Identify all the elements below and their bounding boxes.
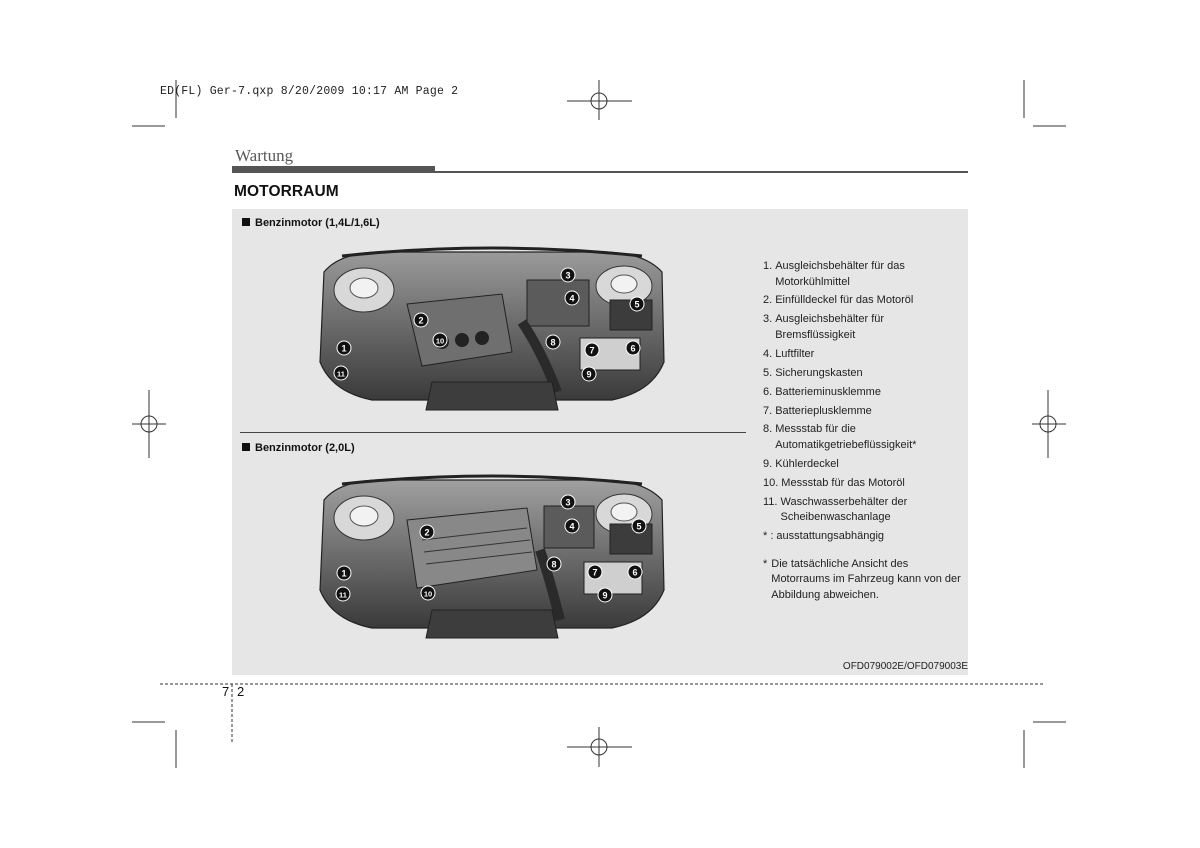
callout-1 (337, 566, 351, 580)
callout-8 (547, 557, 561, 571)
svg-text:6: 6 (632, 567, 638, 578)
svg-text:11: 11 (337, 369, 345, 379)
svg-text:3: 3 (565, 270, 571, 281)
figure-caption-1: Benzinmotor (1,4L/1,6L) (242, 217, 380, 229)
svg-text:3: 3 (565, 497, 571, 508)
svg-text:4: 4 (569, 293, 575, 304)
callout-4 (565, 291, 579, 305)
legend-item: 5. Sicherungskasten (763, 366, 863, 379)
callout-1 (337, 341, 351, 355)
illustration-note: * Die tatsächliche Ansicht des Motorraums im Fahrzeug kann von der Abbildung abweichen. (763, 557, 961, 601)
callout-5 (632, 519, 646, 533)
page-heading: MOTORRAUM (234, 183, 339, 200)
callout-11 (334, 366, 348, 380)
svg-text:1: 1 (341, 568, 347, 579)
svg-text:9: 9 (602, 590, 608, 601)
legend-item: 1. Ausgleichsbehälter für das Motorkühlmittel (763, 260, 905, 288)
svg-text:11: 11 (339, 590, 347, 600)
callout-8 (546, 335, 560, 349)
svg-text:2: 2 (418, 315, 424, 326)
callout-10 (433, 333, 447, 347)
callout-7 (588, 565, 602, 579)
caption-square-icon (242, 443, 250, 451)
callout-6 (626, 341, 640, 355)
caption-square-icon (242, 218, 250, 226)
image-reference-code: OFD079002E/OFD079003E (842, 661, 968, 672)
callout-9 (598, 588, 612, 602)
component-legend (763, 259, 963, 604)
svg-text:7: 7 (592, 567, 598, 578)
svg-text:1: 1 (341, 343, 347, 354)
engine-bay-illustration-1 (312, 242, 672, 414)
callout-2 (414, 313, 428, 327)
svg-text:10: 10 (435, 336, 445, 346)
callout-3 (561, 495, 575, 509)
legend-item: 10. Messstab für das Motoröl (763, 476, 905, 489)
svg-text:8: 8 (551, 559, 557, 570)
print-slug-line: ED(FL) Ger-7.qxp 8/20/2009 10:17 AM Page 2 (160, 85, 459, 98)
section-title: Wartung (235, 146, 294, 165)
svg-text:4: 4 (569, 521, 575, 532)
callout-9 (582, 367, 596, 381)
legend-item: 11. Waschwasserbehälter der Scheibenwaschanlage (763, 495, 908, 524)
svg-text:8: 8 (550, 337, 556, 348)
figure-caption-2: Benzinmotor (2,0L) (242, 442, 355, 454)
engine-bay-illustration-2 (312, 470, 672, 642)
svg-text:9: 9 (586, 369, 592, 380)
callout-6 (628, 565, 642, 579)
callout-4 (565, 519, 579, 533)
header-rule-thin (232, 171, 968, 173)
svg-text:5: 5 (636, 521, 642, 532)
callout-5 (630, 297, 644, 311)
legend-item: 7. Batterieplusklemme (763, 404, 872, 417)
svg-text:7: 7 (589, 345, 595, 356)
legend-item: 8. Messstab für die Automatikgetriebeflüssigkeit* (763, 423, 917, 452)
svg-text:2: 2 (424, 527, 430, 538)
callout-2 (420, 525, 434, 539)
svg-text:6: 6 (630, 343, 636, 354)
figure-divider (240, 432, 746, 433)
callout-7 (585, 343, 599, 357)
legend-item: 9. Kühlerdeckel (763, 457, 839, 470)
callout-11 (336, 587, 350, 601)
callout-10 (421, 586, 435, 600)
page-number: 2 (237, 684, 245, 699)
svg-text:10: 10 (423, 589, 433, 599)
legend-item: 3. Ausgleichsbehälter für Bremsflüssigkeit (763, 313, 885, 341)
legend-footnote-key: * : ausstattungsabhängig (763, 530, 885, 543)
legend-item: 6. Batterieminusklemme (763, 385, 881, 398)
legend-item: 2. Einfülldeckel für das Motoröl (763, 294, 914, 307)
chapter-number: 7 (222, 684, 230, 699)
legend-item: 4. Luftfilter (763, 347, 815, 360)
svg-text:5: 5 (634, 299, 640, 310)
callout-3 (561, 268, 575, 282)
